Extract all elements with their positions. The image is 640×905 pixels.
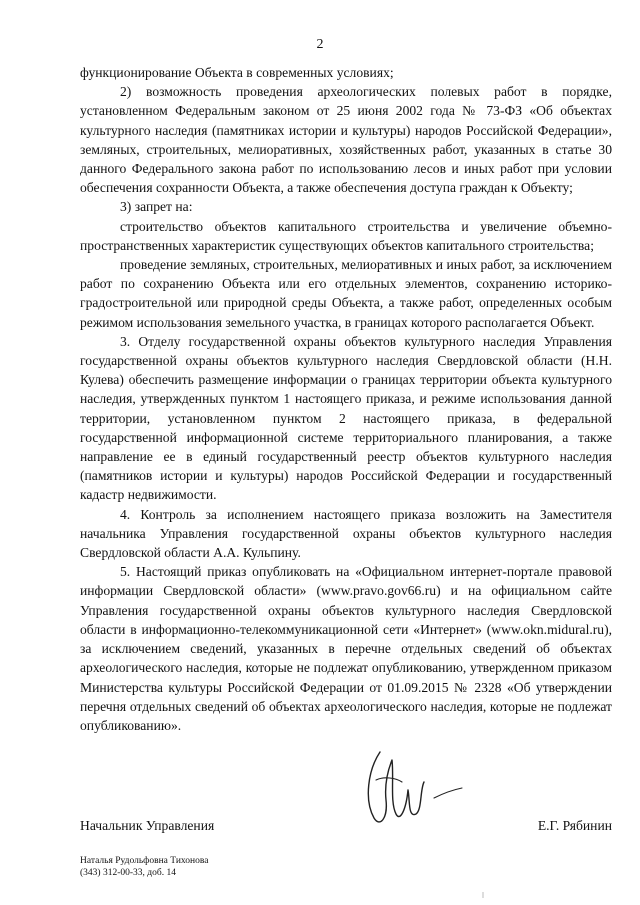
paragraph-section-5: 5. Настоящий приказ опубликовать на «Официальном интернет-портале правовой информации Свердловской области» (www.pravo.gov66.ru) и на официальном сайте Управления государственной охраны объектов культурного наследия Свердловской области в информационно-телекоммуникационной сети «Интернет» (www.okn.midural.ru), за исключением сведений, указанных в перечне отдельных сведений об объектах археологического наследия, которые не подлежат опубликованию, утвержденном приказом Министерства культуры Российской Федерации от 01.09.2015 № 2328 «Об утверждении перечня отдельных сведений об объектах археологического наследия, которые не подлежат опубликованию».: [80, 564, 612, 733]
executor-phone: (343) 312-00-33, доб. 14: [80, 868, 176, 878]
paragraph-section-3: 3. Отделу государственной охраны объектов культурного наследия Управления государственной охраны объектов культурного наследия Свердловской области (Н.Н. Кулева) обеспечить размещение информации о границах территории объекта культурного наследия, утвержденных пунктом 1 настоящего приказа, и режиме использования данной территории, установленном пунктом 2 настоящего приказа, в федеральной государственной информационной системе территориального планирования, а также направление ее в единый государственный реестр объектов культурного наследия (памятников истории и культуры) народов Российской Федерации и государственный кадастр недвижимости.: [80, 333, 612, 503]
paragraph-prohibition-works: проведение земляных, строительных, мелиоративных и иных работ, за исключением работ по сохранению Объекта или его отдельных элементов, сохранению историко-градостроительной или природной среды Объекта, а также работ, определенных особым режимом использования земельного участка, в границах которого располагается Объект.: [80, 257, 612, 330]
paragraph-item-2: 2) возможность проведения археологических полевых работ в порядке, установленном Федеральным законом от 25 июня 2002 года № 73-ФЗ «Об объектах культурного наследия (памятниках истории и культуры) народов Российской Федерации», земляных, строительных, мелиоративных, хозяйственных работ, указанных в статье 30 данного Федерального закона работ по использованию лесов и иных работ при условии обеспечения сохранности Объекта, а также обеспечения доступа граждан к Объекту;: [80, 84, 612, 196]
paragraph-prohibition-construction: строительство объектов капитального строительства и увеличение объемно-пространственных характеристик существующих объектов капитального строительства;: [80, 218, 612, 253]
paragraph-section-4: 4. Контроль за исполнением настоящего приказа возложить на Заместителя начальника Управления государственной охраны объектов культурного наследия Свердловской области А.А. Кульпину.: [80, 506, 612, 561]
executor-name: Наталья Рудольфовна Тихонова: [80, 856, 209, 866]
paragraph-continuation: функционирование Объекта в современных условиях;: [80, 65, 394, 80]
signer-name: Е.Г. Рябинин: [537, 818, 612, 833]
executor-info: [80, 855, 208, 879]
corner-mark: [480, 892, 486, 898]
page-number: 2: [316, 37, 324, 52]
handwritten-signature: [350, 730, 470, 840]
document-body: [80, 63, 612, 735]
paragraph-item-3: 3) запрет на:: [120, 199, 193, 215]
signer-title: Начальник Управления: [80, 818, 215, 833]
